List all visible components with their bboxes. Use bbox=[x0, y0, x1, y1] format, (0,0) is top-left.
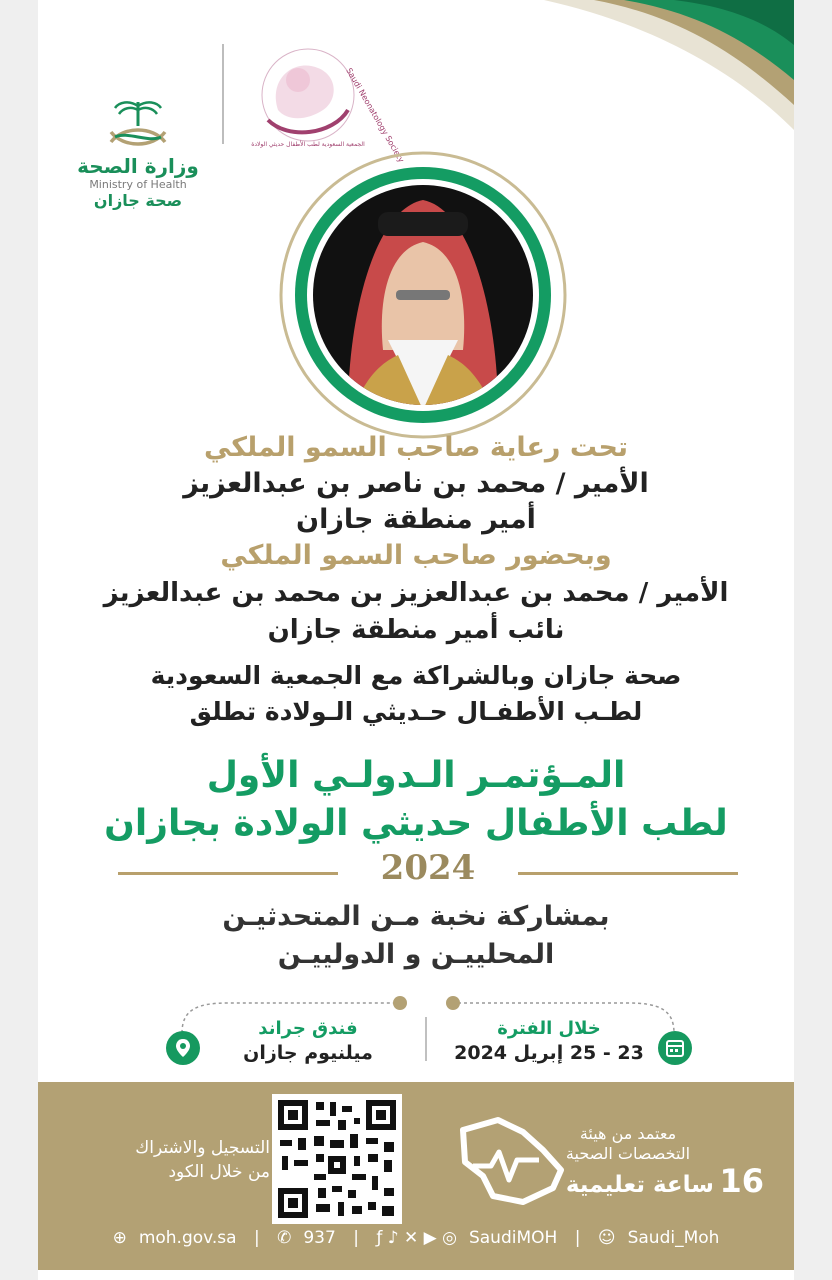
period-value: 23 - 25 إبريل 2024 bbox=[454, 1042, 644, 1064]
phone-number[interactable]: 937 bbox=[303, 1228, 336, 1248]
patronage-line-2: الأمير / محمد بن ناصر بن عبدالعزيز bbox=[183, 468, 649, 499]
patronage-line-4: وبحضور صاحب السمو الملكي bbox=[220, 540, 612, 571]
title-line-1: المـؤتمـر الـدولـي الأول bbox=[206, 755, 626, 796]
patronage-line-1: تحت رعاية صاحب السمو الملكي bbox=[203, 432, 629, 463]
venue-label: فندق جراند bbox=[258, 1018, 358, 1039]
register-line-2: من خلال الكود bbox=[168, 1162, 270, 1182]
speakers-line-1: بمشاركة نخبة مـن المتحدثيـن bbox=[222, 901, 610, 932]
social-handle[interactable]: SaudiMOH bbox=[468, 1228, 558, 1248]
patron-portrait bbox=[278, 150, 568, 440]
calendar-icon bbox=[658, 1031, 692, 1065]
conference-poster bbox=[38, 0, 794, 1270]
phone-icon: ✆ bbox=[277, 1228, 292, 1248]
patronage-line-5: الأمير / محمد بن عبدالعزيز بن محمد بن عبدالعزيز bbox=[103, 578, 729, 608]
neonatology-society-logo bbox=[238, 40, 406, 165]
intro-line-2: لطـب الأطفـال حـديثي الـولادة تطلق bbox=[189, 697, 643, 726]
moh-jazan-name: صحة جازان bbox=[93, 191, 183, 210]
location-icon bbox=[166, 1031, 200, 1065]
hours-text: ساعة تعليمية bbox=[565, 1172, 714, 1198]
event-info bbox=[168, 995, 688, 1065]
accredited-line-1: معتمد من هيئة bbox=[579, 1124, 677, 1143]
register-line-1: التسجيل والاشتراك bbox=[135, 1138, 270, 1158]
snapchat-handle[interactable]: Saudi_Moh bbox=[627, 1228, 720, 1248]
speakers-section bbox=[68, 898, 764, 974]
intro-line-1: صحة جازان وبالشراكة مع الجمعية السعودية bbox=[150, 661, 682, 690]
footer-contacts: ⊕ moh.gov.sa | ✆ 937 | ƒ ♪ ✕ ▶ ◎ SaudiMOH | ☺ Saudi_Moh bbox=[112, 1228, 720, 1248]
right-frame bbox=[794, 0, 832, 1280]
accreditation-text bbox=[538, 1124, 718, 1164]
period-label: خلال الفترة bbox=[497, 1018, 601, 1039]
globe-icon: ⊕ bbox=[112, 1228, 127, 1248]
title-line-2: لطب الأطفال حديثي الولادة بجازان bbox=[104, 803, 728, 844]
training-hours bbox=[544, 1162, 764, 1200]
social-media-icons: ƒ ♪ ✕ ▶ ◎ bbox=[376, 1228, 457, 1248]
registration-qr-code[interactable] bbox=[272, 1094, 402, 1224]
logos-area bbox=[68, 40, 406, 210]
website-link[interactable]: moh.gov.sa bbox=[138, 1228, 237, 1248]
society-arabic-name: الجمعية السعودية لطب الأطفال حديثي الولادة bbox=[251, 141, 365, 148]
conference-title bbox=[68, 752, 764, 848]
speakers-line-2: المحلييـن و الدولييـن bbox=[277, 939, 555, 970]
moh-logo bbox=[68, 98, 208, 210]
snapchat-icon: ☺ bbox=[597, 1228, 616, 1248]
society-english-name: Saudi Neonatology Society bbox=[344, 66, 406, 165]
corner-decoration bbox=[294, 0, 794, 160]
venue-block bbox=[208, 1017, 408, 1065]
period-block bbox=[444, 1017, 654, 1065]
moh-arabic-name: وزارة الصحة bbox=[77, 154, 199, 178]
year-row bbox=[118, 848, 738, 888]
hours-number: 16 bbox=[719, 1162, 764, 1200]
left-frame bbox=[0, 0, 38, 1280]
conference-year: 2024 bbox=[380, 848, 476, 888]
moh-english-name: Ministry of Health bbox=[89, 178, 187, 191]
accredited-line-2: التخصصات الصحية bbox=[565, 1144, 691, 1163]
patronage-section bbox=[68, 430, 764, 648]
intro-section bbox=[68, 658, 764, 730]
patronage-line-3: أمير منطقة جازان bbox=[296, 504, 536, 535]
venue-value: ميلنيوم جازان bbox=[243, 1042, 373, 1064]
patronage-line-6: نائب أمير منطقة جازان bbox=[267, 615, 565, 645]
register-text bbox=[80, 1136, 270, 1184]
logo-divider bbox=[222, 44, 224, 144]
palm-swords-icon bbox=[103, 98, 173, 150]
